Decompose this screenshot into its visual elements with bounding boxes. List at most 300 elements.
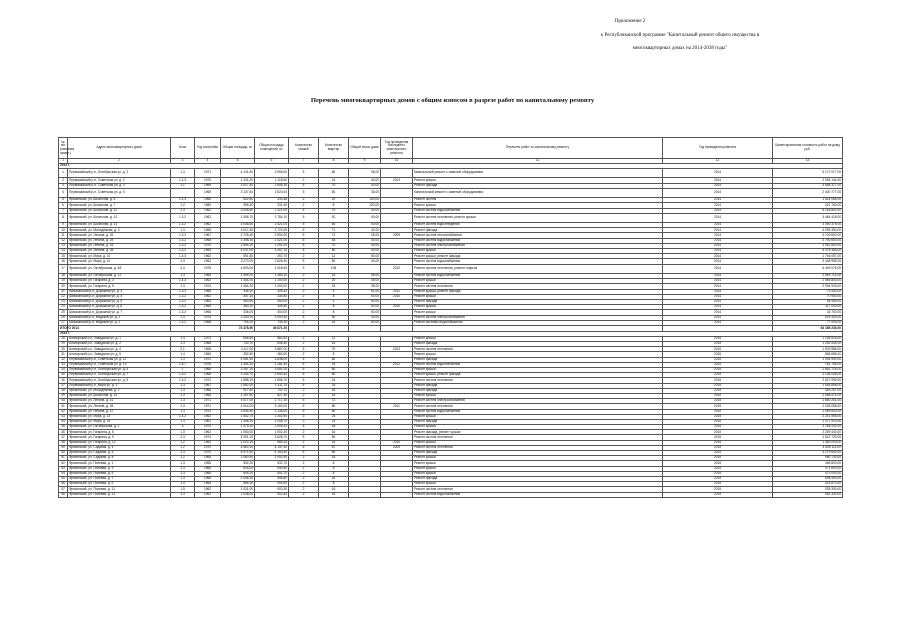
- table-cell: Фрязинский, ул. Октябрьская, д. 48: [68, 264, 171, 273]
- table-cell: Ремонт системы водоснабжения: [413, 320, 663, 325]
- table-cell: Фрязинский, ул. Октябрьская, д. 2: [68, 425, 171, 430]
- table-cell: 21: [59, 289, 68, 294]
- table-cell: Фрязинский, ул. Полевая, д. 5: [68, 471, 171, 476]
- table-cell: Фрязинский, ул. Полевая, д. 3: [68, 466, 171, 471]
- table-cell: 2: [289, 461, 319, 466]
- table-cell: 51,00: [349, 289, 381, 294]
- table-cell: 47: [59, 435, 68, 440]
- table-cell: 592,20: [221, 461, 255, 466]
- table-cell: 492,70: [255, 254, 289, 259]
- table-cell: 8: [59, 213, 68, 222]
- table-cell: 2: [289, 310, 319, 315]
- table-cell: 2015: [663, 425, 773, 430]
- table-cell: 2 136 048,00: [773, 373, 843, 378]
- table-cell: 3 270,00: [221, 259, 255, 264]
- table-cell: 2: [289, 476, 319, 481]
- table-cell: 4 095 350,00: [773, 228, 843, 233]
- table-cell: 2 321,00: [255, 208, 289, 213]
- table-cell: 1 002,40: [255, 430, 289, 435]
- table-cell: 8: [319, 352, 349, 357]
- table-cell: 43,00: [349, 259, 381, 264]
- table-cell: 5: [289, 223, 319, 228]
- table-cell: Ремонт крыши: [413, 414, 663, 419]
- table-cell: 1.3: [171, 315, 195, 320]
- table-cell: 4 514,00: [221, 404, 255, 409]
- table-cell: 960 730,00: [773, 456, 843, 461]
- table-cell: 1962: [195, 279, 221, 284]
- table-cell: 1974: [195, 435, 221, 440]
- document-title: Перечень многоквартирных домов с общим износом в разрезе работ по капитальному ремонту: [310, 97, 595, 104]
- table-cell: 1966: [195, 352, 221, 357]
- table-cell: 2010: [381, 440, 413, 445]
- table-cell: 22: [59, 294, 68, 299]
- table-cell: 3 464 418,00: [773, 213, 843, 222]
- table-cell: 16: [59, 259, 68, 264]
- table-cell: Ремонт крыши: [413, 336, 663, 341]
- table-cell: 2: [289, 471, 319, 476]
- column-header: № п/п (сквозная нумер.): [59, 138, 68, 159]
- table-cell: 50,00: [349, 305, 381, 310]
- table-cell: 1.3.2: [171, 373, 195, 378]
- table-cell: 5: [289, 228, 319, 233]
- table-cell: 584,30: [221, 482, 255, 487]
- table-cell: 4 117,00: [221, 347, 255, 352]
- table-cell: Ремонт систем отопления: [413, 435, 663, 440]
- table-cell: 540,50: [255, 466, 289, 471]
- table-cell: 2011: [381, 404, 413, 409]
- table-cell: 2: [59, 178, 68, 183]
- table-cell: 1965: [195, 228, 221, 233]
- table-cell: 1971: [195, 399, 221, 404]
- table-cell: 5: [289, 425, 319, 430]
- table-cell: 395,30: [221, 203, 255, 208]
- table-cell: 50,00: [349, 310, 381, 315]
- table-cell: Ремонт крыши: [413, 178, 663, 183]
- table-cell: 3 968,60: [255, 169, 289, 178]
- table-cell: 26: [59, 315, 68, 320]
- table-cell: 4 147,40: [255, 445, 289, 450]
- table-cell: 5: [289, 213, 319, 222]
- table-cell: 3: [289, 419, 319, 424]
- table-cell: 30: [59, 347, 68, 352]
- column-header: Количество квартир: [319, 138, 349, 159]
- table-cell: 4 047,00: [221, 249, 255, 254]
- table-cell: 1.3.2: [171, 289, 195, 294]
- table-cell: 1 502,70: [221, 414, 255, 419]
- table-cell: 2014: [663, 183, 773, 188]
- table-cell: 363,60: [221, 299, 255, 304]
- table-cell: Ремонт систем водоснабжения: [413, 492, 663, 497]
- table-cell: 8: [319, 310, 349, 315]
- table-cell: 3: [59, 183, 68, 188]
- table-cell: Ремонт систем электроснабжения: [413, 243, 663, 248]
- table-cell: 72: [319, 233, 349, 238]
- table-cell: Фрязинский, ул. Гагарина, д. 9: [68, 435, 171, 440]
- table-cell: 2: [289, 294, 319, 299]
- column-index: 3: [171, 159, 195, 164]
- table-cell: 1 088 474,00: [773, 393, 843, 398]
- table-cell: Фрязинский, ул. Молодёжная, д. 3: [68, 228, 171, 233]
- table-cell: 2015: [663, 451, 773, 456]
- table-cell: 35,00: [349, 188, 381, 197]
- table-cell: 4 091,10: [221, 435, 255, 440]
- table-cell: Ремонт систем отопления: [413, 347, 663, 352]
- table-cell: 5: [289, 404, 319, 409]
- table-cell: 100,00: [349, 198, 381, 203]
- table-cell: 5: [289, 243, 319, 248]
- table-cell: 40,00: [349, 213, 381, 222]
- table-cell: 1971: [195, 336, 221, 341]
- table-cell: 2014: [663, 305, 773, 310]
- table-cell: Фрязинский, ул. Гагарина, д. 8: [68, 430, 171, 435]
- table-cell: 38: [59, 388, 68, 393]
- table-cell: Первомайский р-н, Мира ул. д. 3: [68, 383, 171, 388]
- table-cell: 1968: [195, 320, 221, 325]
- table-row: [59, 492, 843, 497]
- table-cell: 2015: [663, 430, 773, 435]
- table-cell: 2015: [663, 399, 773, 404]
- table-cell: 2014: [663, 299, 773, 304]
- table-cell: 1.2: [171, 203, 195, 208]
- table-cell: 1 060,00: [221, 430, 255, 435]
- table-cell: Ремонт крыши: [413, 425, 663, 430]
- table-cell: 1.3: [171, 393, 195, 398]
- table-cell: 8: [319, 305, 349, 310]
- table-cell: Фрязинский, ул. Полевая, д. 7: [68, 476, 171, 481]
- table-cell: 2 269 440,00: [773, 430, 843, 435]
- table-cell: 48: [59, 440, 68, 445]
- table-cell: 4 571,60: [221, 451, 255, 456]
- table-cell: Ремонт крыши: [413, 279, 663, 284]
- table-cell: 2015: [663, 352, 773, 357]
- table-cell: Ремонт систем отопления: [413, 284, 663, 289]
- table-cell: 961 330,00: [773, 492, 843, 497]
- table-cell: 1 903 586,00: [773, 347, 843, 352]
- table-cell: 80: [319, 259, 349, 264]
- table-cell: 19: [59, 279, 68, 284]
- table-cell: 5: [289, 357, 319, 362]
- table-cell: 2 569 714,00: [773, 274, 843, 279]
- table-cell: 42,00: [349, 228, 381, 233]
- table-cell: Ремонт крыши: [413, 393, 663, 398]
- table-row: [59, 169, 843, 178]
- table-cell: 1970: [195, 425, 221, 430]
- table-cell: Ремонт систем водоснабжения: [413, 208, 663, 213]
- table-cell: 1966: [195, 461, 221, 466]
- table-cell: Фрязинский, ул. Ленина, д. 29: [68, 238, 171, 243]
- table-cell: 2014: [663, 223, 773, 228]
- table-cell: 3 048,60: [221, 223, 255, 228]
- table-cell: 606,60: [221, 336, 255, 341]
- column-header: Год проведения последнего капитального ремонта: [381, 138, 413, 159]
- table-cell: 360,20: [221, 305, 255, 310]
- table-cell: 2014: [663, 213, 773, 222]
- table-cell: 80: [319, 435, 349, 440]
- table-cell: 1976: [195, 362, 221, 367]
- table-cell: 2014: [663, 233, 773, 238]
- table-cell: 5: [289, 208, 319, 213]
- table-cell: 2: [289, 393, 319, 398]
- table-cell: 2 527 995,00: [773, 378, 843, 383]
- table-cell: 5: [289, 259, 319, 264]
- table-cell: 2: [289, 440, 319, 445]
- table-cell: 24: [319, 284, 349, 289]
- table-cell: 1.3.2: [171, 213, 195, 222]
- table-cell: 2: [289, 320, 319, 325]
- table-cell: 1 031,00: [221, 487, 255, 492]
- table-cell: 2 005,10: [255, 425, 289, 430]
- table-cell: 9: [59, 223, 68, 228]
- table-cell: 1966: [195, 393, 221, 398]
- table-cell: 1.2: [171, 456, 195, 461]
- table-cell: 3 534,50: [221, 409, 255, 414]
- table-cell: 1.3: [171, 451, 195, 456]
- table-cell: Ремонт фасада: [413, 419, 663, 424]
- table-cell: 2: [289, 274, 319, 279]
- table-cell: Ремонт систем электроснабжения: [413, 399, 663, 404]
- table-cell: 16: [319, 440, 349, 445]
- table-cell: Алатырский р-н, Заводская ул. д. 4: [68, 347, 171, 352]
- table-cell: Ремонт систем водоснабжения: [413, 409, 663, 414]
- table-cell: 5: [289, 169, 319, 178]
- table-cell: 1 020,10: [221, 440, 255, 445]
- table-cell: 2.3: [171, 435, 195, 440]
- table-cell: 5: [289, 315, 319, 320]
- table-cell: 1 036,30: [221, 476, 255, 481]
- table-cell: 2 594,20: [221, 243, 255, 248]
- table-cell: 1.1: [171, 183, 195, 188]
- table-cell: 1965: [195, 274, 221, 279]
- table-cell: 730,70: [221, 342, 255, 347]
- table-cell: Фрязинский, ул. Садовая, д. 6: [68, 451, 171, 456]
- table-cell: 1970: [195, 178, 221, 183]
- table-cell: 4 081,40: [221, 357, 255, 362]
- table-cell: 55: [59, 476, 68, 481]
- table-cell: Фрязинский, ул. Ленина, д. 33: [68, 243, 171, 248]
- table-cell: 70: [319, 347, 349, 352]
- table-cell: 1962: [195, 294, 221, 299]
- column-header: Год проведения ремонта: [663, 138, 773, 159]
- table-cell: 3 628,70: [255, 435, 289, 440]
- table-cell: 1 157,60: [221, 393, 255, 398]
- table-cell: 27: [59, 320, 68, 325]
- table-cell: 1.3: [171, 336, 195, 341]
- column-header: Перечень работ по капитальному ремонту: [413, 138, 663, 159]
- table-cell: 5: [289, 347, 319, 352]
- table-cell: 1 100,00: [255, 279, 289, 284]
- table-cell: 3 017,40: [221, 183, 255, 188]
- table-cell: 906,80: [255, 476, 289, 481]
- table-cell: Первомайский р-н, Октябрьская ул. д. 5: [68, 368, 171, 373]
- table-cell: 1.3: [171, 419, 195, 424]
- table-row: [59, 264, 843, 273]
- table-cell: 1.3.2: [171, 310, 195, 315]
- table-cell: 16: [319, 492, 349, 497]
- table-cell: 2015: [663, 435, 773, 440]
- table-cell: 80: [319, 409, 349, 414]
- table-cell: 16: [319, 388, 349, 393]
- table-cell: Ремонт систем отопления, ремонт лифтов: [413, 264, 663, 273]
- table-cell: Фрязинский, ул. Школьная, д. 11: [68, 208, 171, 213]
- table-cell: 1 582,00: [221, 383, 255, 388]
- table-cell: 3 267,10: [221, 368, 255, 373]
- table-cell: 2015: [663, 378, 773, 383]
- table-cell: 70 900,00: [773, 294, 843, 299]
- table-cell: 2014: [663, 228, 773, 233]
- table-cell: 3 408 998,00: [773, 259, 843, 264]
- table-cell: 9: [289, 264, 319, 273]
- table-cell: 5: [289, 383, 319, 388]
- table-cell: 1.3.2: [171, 223, 195, 228]
- table-cell: 2: [289, 482, 319, 487]
- table-cell: Ремонт систем отопления: [413, 445, 663, 450]
- table-cell: 60: [319, 315, 349, 320]
- table-cell: 80: [319, 169, 349, 178]
- table-cell: Ремонт крыши: [413, 440, 663, 445]
- table-cell: Ремонт крыши: [413, 461, 663, 466]
- table-cell: 1 002,40: [255, 456, 289, 461]
- table-cell: 5: [289, 378, 319, 383]
- table-cell: 415 870,00: [773, 482, 843, 487]
- table-cell: 2 241 556,00: [773, 414, 843, 419]
- table-cell: 16: [319, 476, 349, 481]
- table-cell: Фрязинский, ул. Гагарина, д. 5: [68, 284, 171, 289]
- column-index: 4: [195, 159, 221, 164]
- table-cell: 2 456,70: [221, 213, 255, 222]
- table-cell: 745,30: [255, 320, 289, 325]
- table-cell: Ремонт крыши: [413, 482, 663, 487]
- table-cell: 1 354,20: [221, 279, 255, 284]
- table-cell: 473 000,00: [773, 471, 843, 476]
- table-cell: 917,60: [221, 388, 255, 393]
- table-cell: 2: [289, 492, 319, 497]
- table-cell: 1.4.3: [171, 279, 195, 284]
- column-header: Год постройки: [195, 138, 221, 159]
- table-cell: 8 145 800,00: [773, 208, 843, 213]
- table-cell: 1.3: [171, 284, 195, 289]
- table-cell: 5: [59, 198, 68, 203]
- table-cell: Фрязинский, ул. Школьная, д. 13: [68, 223, 171, 228]
- table-cell: Ремонт фасада: [413, 299, 663, 304]
- table-cell: 2 694,00: [255, 233, 289, 238]
- table-cell: 866 656,00: [773, 352, 843, 357]
- table-cell: 2014: [663, 294, 773, 299]
- table-cell: [349, 264, 381, 273]
- table-cell: 51: [59, 456, 68, 461]
- table-cell: 2012: [381, 264, 413, 273]
- table-cell: 8: [319, 461, 349, 466]
- table-cell: 1974: [195, 409, 221, 414]
- table-cell: 2: [289, 254, 319, 259]
- table-cell: 24: [319, 362, 349, 367]
- table-cell: 1 028,00: [221, 492, 255, 497]
- table-cell: Фрязинский, ул. Ленина, д. 45: [68, 404, 171, 409]
- column-index: 6: [255, 159, 289, 164]
- table-cell: Ремонт фасада, ремонт крыши: [413, 430, 663, 435]
- table-cell: Ремонт фасада: [413, 342, 663, 347]
- table-cell: 3 081,20: [255, 368, 289, 373]
- table-cell: 1962: [195, 492, 221, 497]
- table-cell: 29: [59, 342, 68, 347]
- table-cell: 1.3: [171, 259, 195, 264]
- table-cell: 77 000,00: [773, 320, 843, 325]
- table-cell: 2 565 850,00: [773, 279, 843, 284]
- table-cell: 2011: [381, 289, 413, 294]
- table-cell: 5 378 355,00: [773, 249, 843, 254]
- table-cell: 5: [289, 233, 319, 238]
- table-cell: [381, 492, 413, 497]
- table-cell: 1968: [195, 373, 221, 378]
- table-cell: 925 390,00: [773, 487, 843, 492]
- table-cell: 1.3.2: [171, 233, 195, 238]
- table-cell: 349,50: [255, 305, 289, 310]
- table-cell: 73 400,00: [773, 289, 843, 294]
- table-cell: Ремонт систем электроснабжения: [413, 315, 663, 320]
- table-cell: 1976: [195, 264, 221, 273]
- table-cell: 40,00: [349, 183, 381, 188]
- table-cell: 2014: [663, 315, 773, 320]
- table-cell: 58: [59, 492, 68, 497]
- section-label: 2015 г.: [59, 331, 843, 336]
- table-cell: 1962: [195, 440, 221, 445]
- table-cell: 3 100,00: [255, 404, 289, 409]
- table-cell: 2 840,50: [255, 373, 289, 378]
- table-cell: Шихазанский р-н, Дорожная ул. д. 6: [68, 305, 171, 310]
- table-cell: 2: [289, 466, 319, 471]
- table-cell: 32: [59, 357, 68, 362]
- table-cell: 4 279 640,00: [773, 451, 843, 456]
- table-cell: 24: [59, 305, 68, 310]
- table-cell: 2: [289, 299, 319, 304]
- table-cell: Первомайский р-н, Советская ул. д. 13: [68, 362, 171, 367]
- table-cell: 52: [59, 461, 68, 466]
- table-cell: 70: [319, 243, 349, 248]
- table-cell: Фрязинский, ул. Октябрьская, д. 12: [68, 274, 171, 279]
- table-cell: 80: [319, 249, 349, 254]
- table-cell: 1 050 000,00: [773, 440, 843, 445]
- table-cell: 502,60: [221, 198, 255, 203]
- table-cell: 1.2: [171, 440, 195, 445]
- table-cell: 5: [289, 399, 319, 404]
- table-cell: 2 094 144,00: [773, 178, 843, 183]
- table-cell: 1.3.2: [171, 249, 195, 254]
- table-cell: 70: [319, 183, 349, 188]
- table-cell: 2015: [663, 492, 773, 497]
- table-cell: 50: [59, 451, 68, 456]
- table-cell: 2 300,00: [221, 315, 255, 320]
- table-cell: 3 750 650,00: [773, 238, 843, 243]
- table-cell: 1.3: [171, 388, 195, 393]
- table-cell: 5: [289, 445, 319, 450]
- table-cell: 36: [59, 378, 68, 383]
- table-cell: 495,90: [255, 482, 289, 487]
- table-cell: 563,90: [255, 336, 289, 341]
- table-cell: Первомайский р-н, Октябрьская ул. д. 9: [68, 378, 171, 383]
- table-cell: Шихазанский р-н, Дорожная ул. д. 5: [68, 299, 171, 304]
- table-cell: 8: [319, 203, 349, 208]
- table-cell: 902,40: [255, 492, 289, 497]
- table-cell: 2 785 202,00: [773, 425, 843, 430]
- table-cell: 45,00: [349, 279, 381, 284]
- table-cell: 2: [289, 352, 319, 357]
- table-cell: 12: [59, 238, 68, 243]
- table-cell: 1963: [195, 259, 221, 264]
- table-cell: Фрязинский, ул. Школьная, д. 12: [68, 213, 171, 222]
- table-cell: 2 725,40: [221, 233, 255, 238]
- table-cell: 1973: [195, 315, 221, 320]
- table-cell: 1.2.3: [171, 178, 195, 183]
- table-cell: 6: [59, 203, 68, 208]
